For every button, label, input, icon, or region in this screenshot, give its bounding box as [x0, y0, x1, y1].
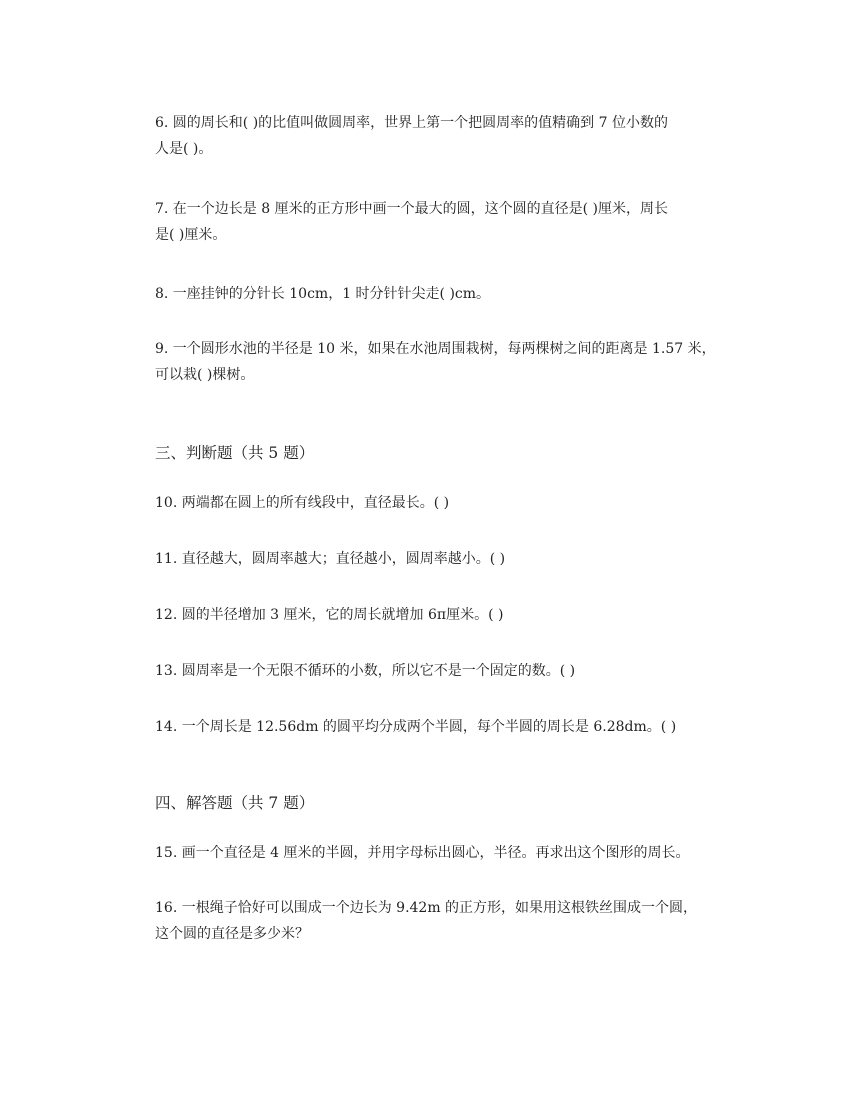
- question-9-line-2: 可以栽( )棵树。: [155, 367, 255, 383]
- question-6-line-2: 人是( )。: [155, 141, 213, 157]
- question-7-line-1: 7. 在一个边长是 8 厘米的正方形中画一个最大的圆，这个圆的直径是( )厘米，周长: [155, 201, 668, 217]
- question-16-line-2: 这个圆的直径是多少米？: [155, 926, 309, 942]
- question-12: 12. 圆的半径增加 3 厘米，它的周长就增加 6π厘米。( ): [155, 607, 504, 623]
- question-8-line-1: 8. 一座挂钟的分针长 10cm，1 时分针针尖走( )cm。: [155, 286, 491, 302]
- question-7-line-2: 是( )厘米。: [155, 227, 227, 243]
- section-3-title: 三、判断题（共 5 题）: [155, 444, 315, 462]
- question-8: [155, 281, 725, 307]
- question-16: [155, 895, 725, 947]
- question-16-line-1: 16. 一根绳子恰好可以围成一个边长为 9.42m 的正方形，如果用这根铁丝围成一个圆，: [155, 900, 698, 916]
- question-15-line-1: 15. 画一个直径是 4 厘米的半圆，并用字母标出圆心，半径。再求出这个图形的周长。: [155, 845, 690, 861]
- question-10: 10. 两端都在圆上的所有线段中，直径最长。( ): [155, 495, 450, 511]
- question-6-line-1: 6. 圆的周长和( )的比值叫做圆周率，世界上第一个把圆周率的值精确到 7 位小数的: [155, 115, 668, 131]
- question-6: [155, 110, 725, 162]
- question-7: [155, 196, 725, 248]
- question-9-line-1: 9. 一个圆形水池的半径是 10 米，如果在水池周围栽树，每两棵树之间的距离是 1.57 米，: [155, 341, 716, 357]
- question-11: 11. 直径越大，圆周率越大；直径越小，圆周率越小。( ): [155, 551, 506, 567]
- question-14: 14. 一个周长是 12.56dm 的圆平均分成两个半圆，每个半圆的周长是 6.28dm。( ): [155, 719, 677, 735]
- question-15: [155, 840, 725, 866]
- section-4-title: 四、解答题（共 7 题）: [155, 794, 315, 812]
- question-13: 13. 圆周率是一个无限不循环的小数，所以它不是一个固定的数。( ): [155, 663, 576, 679]
- question-9: [155, 336, 725, 388]
